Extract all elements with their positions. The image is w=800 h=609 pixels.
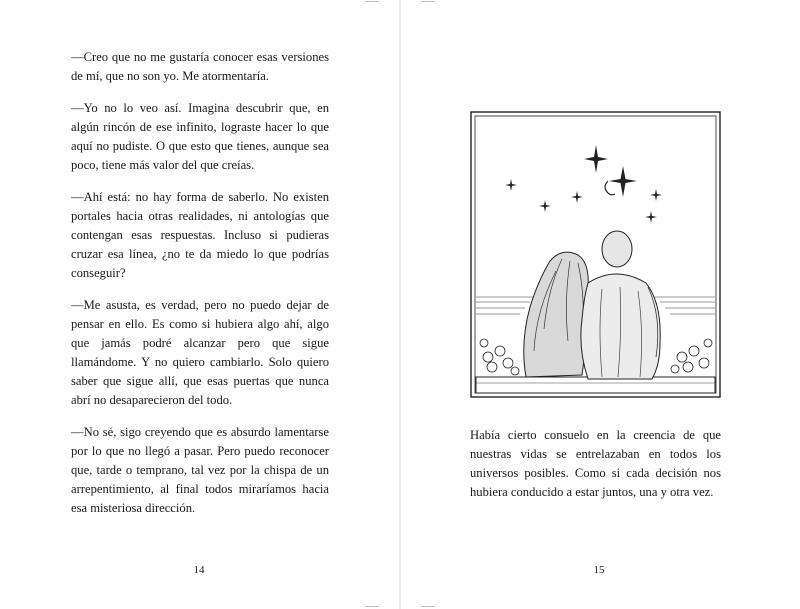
paragraph-4: —Me asusta, es verdad, pero no puedo dejar de pensar en ello. Es como si hubiera algo ahí, algo que jamás podré alcanzar pero que sigue llamándome. Y no quiero cambiarlo. Solo quiero saber que sigue allí, que esas puertas que nunca abrí no desaparecieron del todo. (71, 298, 329, 407)
paragraph-1: —Creo que no me gustaría conocer esas versiones de mí, que no son yo. Me atormentaría. (71, 50, 329, 83)
crop-mark-top-right (421, 1, 435, 2)
crop-mark-top-left (365, 1, 379, 2)
paragraph-3: —Ahí está: no hay forma de saberlo. No existen portales hacia otras realidades, ni antologías que contengan esas respuestas. Incluso si pudieras cruzar esa línea, ¿no te da miedo lo que podrías conseguir? (71, 190, 329, 280)
illustration-caption: Había cierto consuelo en la creencia de que nuestras vidas se entrelazaban en todos los universos posibles. Como si cada decisión nos hubiera conducido a estar juntos, una y otra vez. (470, 428, 721, 499)
left-text-column (71, 48, 329, 531)
page-number-right: 15 (593, 564, 605, 576)
page-number-left: 14 (193, 564, 205, 576)
couple-sitting-under-stars-illustration (470, 111, 721, 398)
crop-mark-bottom-right (421, 606, 435, 607)
crop-mark-bottom-left (365, 606, 379, 607)
book-gutter (399, 0, 401, 609)
paragraph-2: —Yo no lo veo así. Imagina descubrir que, en algún rincón de ese infinito, lograste hacer lo que aquí no pudiste. O que esto que tienes, aunque sea poco, tiene más valor del que creías. (71, 101, 329, 172)
paragraph-5: —No sé, sigo creyendo que es absurdo lamentarse por lo que no llegó a pasar. Pero puedo reconocer que, tarde o temprano, tal vez por la chispa de un arrepentimiento, al final todos miraríamos hacia esa misteriosa dirección. (71, 425, 329, 515)
